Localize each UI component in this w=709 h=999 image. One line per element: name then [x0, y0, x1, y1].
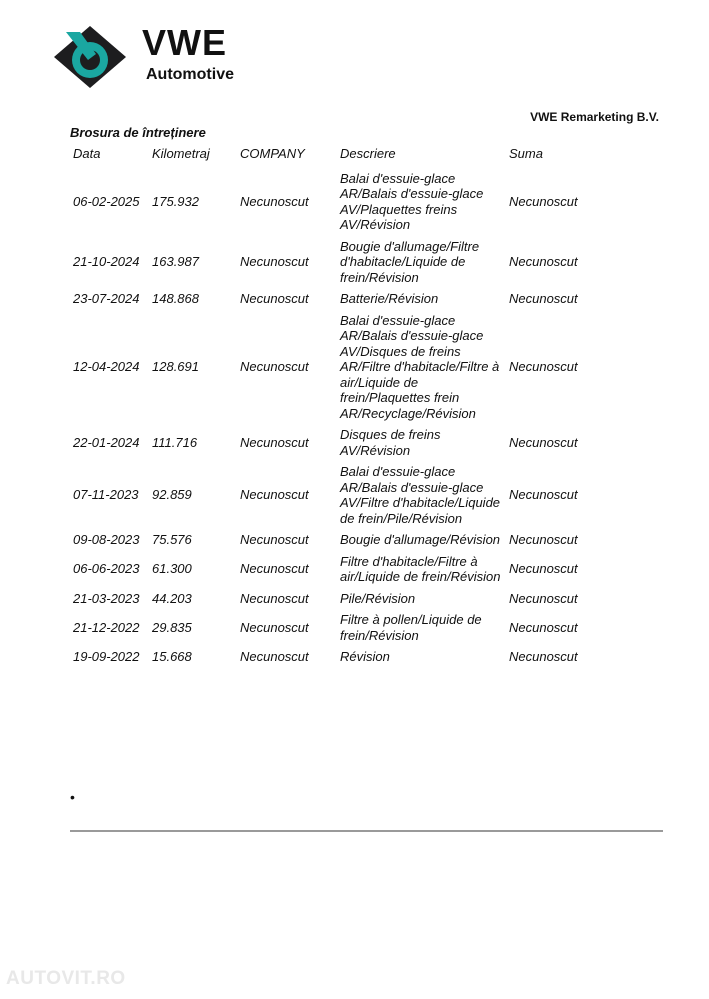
cell-date: 21-12-2022 — [73, 619, 140, 635]
cell-mileage: 75.576 — [152, 532, 192, 547]
cell-company: Necunoscut — [240, 619, 309, 635]
cell-description: Disques de freins AV/Révision — [340, 427, 441, 458]
cell-amount: Necunoscut — [509, 434, 578, 450]
column-header-date: Data — [73, 146, 101, 161]
cell-company: Necunoscut — [240, 254, 309, 269]
table-row — [70, 461, 630, 529]
column-header-mileage: Kilometraj — [152, 146, 210, 161]
cell-amount: Necunoscut — [509, 193, 578, 209]
cell-amount: Necunoscut — [509, 291, 578, 306]
brand-subtitle: Automotive — [146, 66, 234, 83]
cell-description: Filtre d'habitacle/Filtre à air/Liquide de frein/Révision — [340, 553, 501, 584]
table-row — [70, 236, 630, 289]
cell-company: Necunoscut — [240, 561, 309, 577]
cell-description: Bougie d'allumage/Révision — [340, 532, 501, 547]
table-row — [70, 588, 630, 610]
cell-date: 09-08-2023 — [73, 532, 140, 547]
cell-date: 07-11-2023 — [73, 487, 139, 503]
cell-company: Necunoscut — [240, 359, 309, 374]
cell-description: Révision — [340, 649, 390, 664]
company-name: VWE Remarketing B.V. — [530, 110, 659, 124]
cell-mileage: 61.300 — [152, 561, 192, 577]
cell-description: Filtre à pollen/Liquide de frein/Révision — [340, 612, 482, 643]
cell-mileage: 44.203 — [152, 590, 192, 606]
watermark-text: AUTOVIT.RO — [6, 968, 126, 989]
cell-date: 19-09-2022 — [73, 649, 140, 664]
maintenance-table — [70, 143, 630, 668]
column-header-description: Descriere — [340, 146, 396, 161]
cell-amount: Necunoscut — [509, 590, 578, 606]
table-row — [70, 288, 630, 310]
cell-date: 22-01-2024 — [73, 434, 140, 450]
bullet-point: • — [70, 789, 75, 805]
cell-description: Pile/Révision — [340, 590, 416, 606]
cell-description: Batterie/Révision — [340, 291, 439, 306]
column-header-company: COMPANY — [240, 146, 305, 161]
cell-amount: Necunoscut — [509, 359, 578, 374]
cell-amount: Necunoscut — [509, 619, 578, 635]
cell-mileage: 111.716 — [152, 434, 198, 450]
cell-date: 06-06-2023 — [73, 561, 140, 577]
cell-amount: Necunoscut — [509, 254, 578, 269]
cell-description: Balai d'essuie-glace AR/Balais d'essuie-glace AV/Filtre d'habitacle/Liquide de frein/Pile/Révision — [340, 464, 501, 526]
cell-mileage: 92.859 — [152, 487, 192, 503]
cell-company: Necunoscut — [240, 532, 309, 547]
horizontal-divider — [70, 830, 663, 832]
cell-date: 12-04-2024 — [73, 359, 140, 374]
table-row — [70, 168, 630, 236]
cell-company: Necunoscut — [240, 434, 309, 450]
cell-date: 23-07-2024 — [73, 291, 140, 306]
cell-company: Necunoscut — [240, 193, 309, 209]
cell-company: Necunoscut — [240, 291, 309, 306]
table-row — [70, 551, 630, 588]
cell-mileage: 128.691 — [152, 359, 199, 374]
vwe-logo — [50, 24, 130, 90]
table-row — [70, 646, 630, 668]
table-row — [70, 424, 630, 461]
cell-description: Balai d'essuie-glace AR/Balais d'essuie-glace AV/Plaquettes freins AV/Révision — [340, 170, 484, 232]
cell-description: Balai d'essuie-glace AR/Balais d'essuie-glace AV/Disques de freins AR/Filtre d'habitacle/Filtre à air/Liquide de frein/Plaquettes frein AR/Recyclage/Révision — [340, 312, 500, 421]
cell-amount: Necunoscut — [509, 487, 578, 503]
table-row — [70, 310, 630, 425]
cell-mileage: 175.932 — [152, 193, 199, 209]
cell-company: Necunoscut — [240, 590, 309, 606]
cell-date: 21-10-2024 — [73, 254, 140, 269]
cell-description: Bougie d'allumage/Filtre d'habitacle/Liquide de frein/Révision — [340, 238, 480, 285]
cell-mileage: 15.668 — [152, 649, 192, 664]
column-header-amount: Suma — [509, 146, 543, 161]
cell-amount: Necunoscut — [509, 649, 578, 664]
brand-name: VWE — [142, 22, 228, 63]
table-row — [70, 529, 630, 551]
cell-amount: Necunoscut — [509, 532, 578, 547]
cell-date: 21-03-2023 — [73, 590, 140, 606]
cell-company: Necunoscut — [240, 487, 309, 503]
cell-date: 06-02-2025 — [73, 193, 140, 209]
cell-mileage: 163.987 — [152, 254, 199, 269]
cell-company: Necunoscut — [240, 649, 309, 664]
cell-mileage: 29.835 — [152, 619, 192, 635]
table-header-row — [70, 143, 630, 168]
document-title: Brosura de întreținere — [70, 125, 206, 140]
cell-mileage: 148.868 — [152, 291, 199, 306]
table-row — [70, 609, 630, 646]
cell-amount: Necunoscut — [509, 561, 578, 577]
